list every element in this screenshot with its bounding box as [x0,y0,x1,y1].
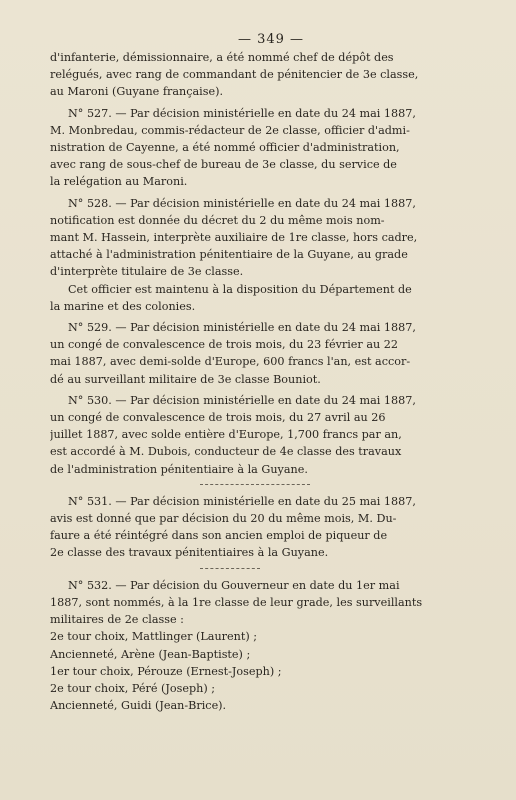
text-line: notification est donnée du décret du 2 du même mois nom- [50,213,385,227]
text-line: d'infanterie, démissionnaire, a été nommé chef de dépôt des [50,51,394,64]
section-divider [200,568,260,570]
text-line: N° 530. — Par décision ministérielle en date du 24 mai 1887, [68,393,416,407]
text-line: faure a été réintégré dans son ancien emploi de piqueur de [50,529,388,543]
text-line: avec rang de sous-chef de bureau de 3e classe, du service de [50,158,397,172]
text-line: mai 1887, avec demi-solde d'Europe, 600 francs l'an, est accor- [50,355,411,369]
text-line: nistration de Cayenne, a été nommé officier d'administration, [50,141,400,155]
page-number: — 349 — [237,32,305,47]
paragraph-528 [50,195,492,281]
list-item: 2e tour choix, Péré (Joseph) ; [50,681,216,695]
paragraph-531 [50,493,492,562]
paragraph-527 [50,105,492,191]
text-line: N° 529. — Par décision ministérielle en date du 24 mai 1887, [68,321,416,335]
list-item: 1er tour choix, Pérouze (Ernest-Joseph) ; [50,664,282,678]
text-line: 1887, sont nommés, à la 1re classe de leur grade, les surveillants [50,595,423,609]
paragraph-529 [50,319,492,388]
text-line: au Maroni (Guyane française). [50,85,224,99]
text-line: N° 532. — Par décision du Gouverneur en date du 1er mai [68,578,400,592]
paragraph-528-note [50,281,492,315]
text-line: est accordé à M. Dubois, conducteur de 4e classe des travaux [50,445,402,459]
text-line: la marine et des colonies. [50,299,196,313]
paragraph-continuation [50,49,492,101]
text-line: Cet officier est maintenu à la disposition du Département de [68,282,412,296]
text-line: la relégation au Maroni. [50,175,188,189]
paragraph-530 [50,392,492,478]
text-line: un congé de convalescence de trois mois, du 23 février au 22 [50,338,399,352]
text-line: attaché à l'administration pénitentiaire de la Guyane, au grade [50,248,408,262]
promotion-list [50,628,492,714]
text-line: militaires de 2e classe : [50,613,184,627]
paragraph-532 [50,577,492,629]
list-item: 2e tour choix, Mattlinger (Laurent) ; [50,630,258,644]
text-line: d'interprète titulaire de 3e classe. [50,265,244,279]
text-line: N° 528. — Par décision ministérielle en date du 24 mai 1887, [68,196,416,210]
text-line: avis est donné que par décision du 20 du même mois, M. Du- [50,512,397,526]
text-line: juillet 1887, avec solde entière d'Europe, 1,700 francs par an, [50,428,402,442]
text-line: dé au surveillant militaire de 3e classe Bouniot. [50,372,321,386]
text-line: 2e classe des travaux pénitentiaires à la Guyane. [50,546,329,560]
list-item: Ancienneté, Guidi (Jean-Brice). [50,699,227,713]
text-line: N° 531. — Par décision ministérielle en date du 25 mai 1887, [68,494,416,508]
text-line: relégués, avec rang de commandant de pénitencier de 3e classe, [50,68,419,82]
text-line: mant M. Hassein, interprète auxiliaire de 1re classe, hors cadre, [50,231,418,245]
list-item: Ancienneté, Arène (Jean-Baptiste) ; [50,647,251,661]
text-line: de l'administration pénitentiaire à la Guyane. [50,462,308,476]
section-divider [200,484,310,486]
text-line: un congé de convalescence de trois mois, du 27 avril au 26 [50,411,386,425]
text-line: M. Monbredau, commis-rédacteur de 2e classe, officier d'admi- [50,123,410,137]
text-line: N° 527. — Par décision ministérielle en date du 24 mai 1887, [68,106,416,120]
